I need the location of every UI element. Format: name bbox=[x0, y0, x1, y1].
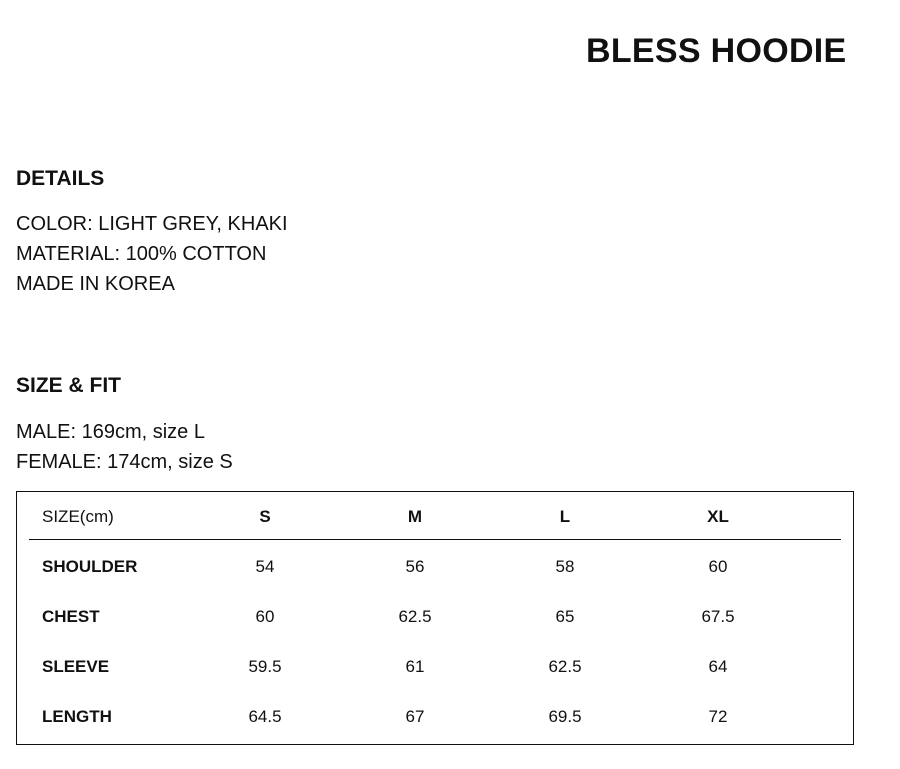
table-row-shoulder bbox=[17, 555, 853, 579]
fit-female: FEMALE: 174cm, size S bbox=[16, 451, 233, 473]
row-label: SHOULDER bbox=[42, 557, 138, 576]
row-label: SLEEVE bbox=[42, 657, 110, 676]
size-fit-list bbox=[16, 417, 233, 477]
header-s: S bbox=[259, 507, 271, 526]
cell-xl: 60 bbox=[708, 557, 728, 576]
cell-m: 56 bbox=[405, 557, 425, 576]
cell-m: 67 bbox=[405, 707, 425, 726]
detail-material: MATERIAL: 100% COTTON bbox=[16, 243, 267, 265]
cell-l: 65 bbox=[555, 607, 575, 626]
cell-m: 61 bbox=[405, 657, 425, 676]
header-m: M bbox=[407, 507, 423, 526]
size-table bbox=[16, 491, 854, 745]
detail-origin: MADE IN KOREA bbox=[16, 273, 175, 295]
page-title: BLESS HOODIE bbox=[586, 32, 847, 70]
table-header-divider bbox=[29, 539, 841, 540]
cell-xl: 64 bbox=[708, 657, 728, 676]
cell-s: 59.5 bbox=[248, 657, 282, 676]
cell-s: 64.5 bbox=[248, 707, 282, 726]
detail-color: COLOR: LIGHT GREY, KHAKI bbox=[16, 213, 288, 235]
table-header-row bbox=[17, 505, 853, 529]
table-row-length bbox=[17, 705, 853, 729]
cell-l: 62.5 bbox=[548, 657, 582, 676]
row-label: CHEST bbox=[42, 607, 100, 626]
details-heading: DETAILS bbox=[16, 167, 105, 190]
cell-xl: 67.5 bbox=[701, 607, 735, 626]
header-l: L bbox=[559, 507, 571, 526]
table-row-sleeve bbox=[17, 655, 853, 679]
size-fit-heading: SIZE & FIT bbox=[16, 374, 121, 397]
header-xl: XL bbox=[707, 507, 729, 526]
fit-male: MALE: 169cm, size L bbox=[16, 421, 205, 443]
cell-s: 54 bbox=[255, 557, 275, 576]
cell-xl: 72 bbox=[708, 707, 728, 726]
cell-l: 69.5 bbox=[548, 707, 582, 726]
table-row-chest bbox=[17, 605, 853, 629]
row-label: LENGTH bbox=[42, 707, 112, 726]
cell-s: 60 bbox=[255, 607, 275, 626]
header-size-cm: SIZE(cm) bbox=[42, 507, 114, 526]
details-list bbox=[16, 209, 288, 299]
cell-m: 62.5 bbox=[398, 607, 432, 626]
cell-l: 58 bbox=[555, 557, 575, 576]
